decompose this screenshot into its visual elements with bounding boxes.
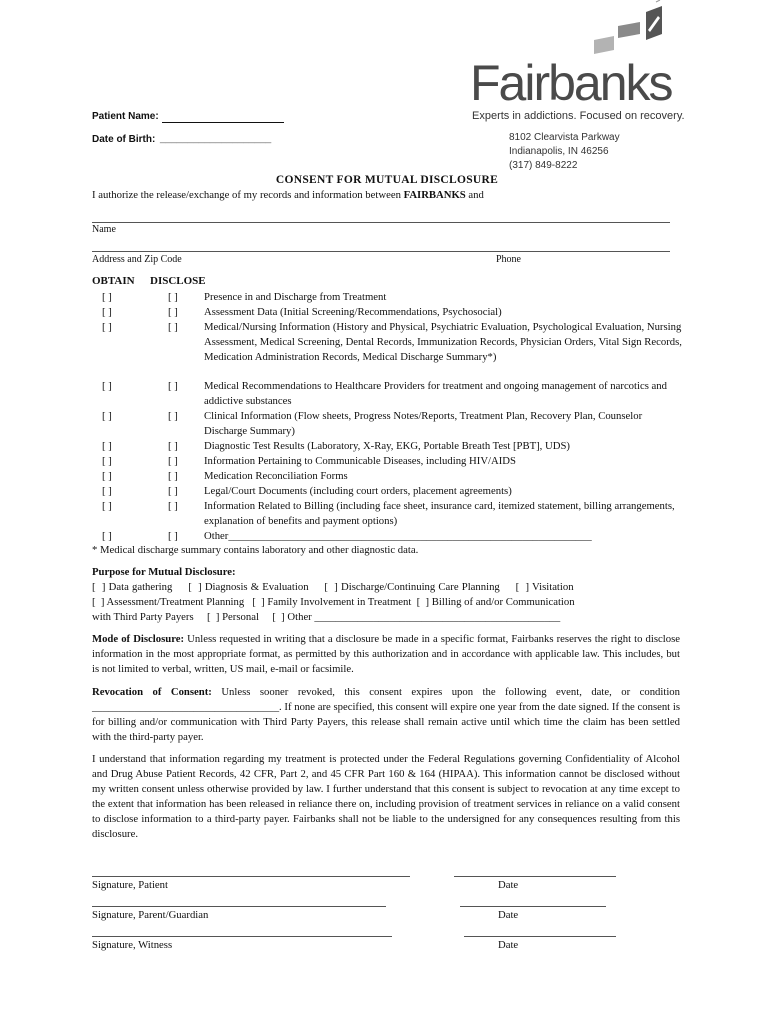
- revocation-text: Unless sooner revoked, this consent expires upon the following event, date, or condition ___________________________________. If none are specified, this consent will expire one year from the date signed. If the consent is for billing and/or communication with Third Party Payers, this release shall remain active until which time the claim has been settled with the third-party payer.: [92, 686, 680, 743]
- address-phone-field[interactable]: [92, 251, 670, 252]
- authorize-prefix: I authorize the release/exchange of my records and information between: [92, 189, 401, 201]
- obtain-checkbox[interactable]: [ ]: [102, 440, 112, 452]
- authorize-org: FAIRBANKS: [403, 189, 466, 201]
- signature-patient-label: Signature, Patient: [92, 879, 168, 891]
- column-obtain: OBTAIN: [92, 275, 135, 287]
- revocation-of-consent: [92, 685, 680, 745]
- address-line-1: 8102 Clearvista Parkway: [509, 132, 620, 143]
- signature-guardian-line[interactable]: [92, 906, 386, 907]
- obtain-checkbox[interactable]: [ ]: [102, 410, 112, 422]
- item-label: Presence in and Discharge from Treatment: [204, 291, 387, 303]
- obtain-checkbox[interactable]: [ ]: [102, 455, 112, 467]
- item-label: Information Related to Billing (including face sheet, insurance card, itemized statement, billing arrangements, explanation of benefits and payment options): [204, 500, 675, 527]
- item-label: Diagnostic Test Results (Laboratory, X-Ray, EKG, Portable Breath Test [PBT], UDS): [204, 440, 570, 452]
- date-witness-line[interactable]: [464, 936, 616, 937]
- signature-guardian-label: Signature, Parent/Guardian: [92, 909, 209, 921]
- obtain-checkbox[interactable]: [ ]: [102, 380, 112, 392]
- purpose-options-3[interactable]: with Third Party Payers [ ] Personal [ ] Other ______________________________________________: [92, 611, 561, 623]
- disclose-checkbox[interactable]: [ ]: [168, 291, 178, 303]
- obtain-checkbox[interactable]: [ ]: [102, 500, 112, 512]
- date-patient-line[interactable]: [454, 876, 616, 877]
- obtain-checkbox[interactable]: [ ]: [102, 291, 112, 303]
- disclose-checkbox[interactable]: [ ]: [168, 455, 178, 467]
- obtain-checkbox[interactable]: [ ]: [102, 306, 112, 318]
- fairbanks-logo-icon: [590, 0, 670, 62]
- date-guardian-label: Date: [498, 909, 519, 921]
- brand-tagline: Experts in addictions. Focused on recovery.: [472, 110, 685, 122]
- address-label: Address and Zip Code: [92, 254, 182, 265]
- phone-number: (317) 849-8222: [509, 160, 578, 171]
- authorization-line: [92, 188, 692, 203]
- disclose-checkbox[interactable]: [ ]: [168, 500, 178, 512]
- disclose-checkbox[interactable]: [ ]: [168, 306, 178, 318]
- revocation-label: Revocation of Consent:: [92, 686, 212, 698]
- item-label: Information Pertaining to Communicable Diseases, including HIV/AIDS: [204, 455, 516, 467]
- purpose-options-2[interactable]: [ ] Assessment/Treatment Planning [ ] Family Involvement in Treatment [ ] Billing of and/or Communication: [92, 596, 575, 608]
- mode-of-disclosure: [92, 632, 680, 677]
- disclose-checkbox[interactable]: [ ]: [168, 321, 178, 333]
- form-title: CONSENT FOR MUTUAL DISCLOSURE: [275, 174, 499, 186]
- address-line-2: Indianapolis, IN 46256: [509, 146, 609, 157]
- item-label: Medication Reconciliation Forms: [204, 470, 348, 482]
- column-disclose: DISCLOSE: [150, 275, 206, 287]
- item-label: Legal/Court Documents (including court orders, placement agreements): [204, 485, 512, 497]
- dob-label: Date of Birth:: [92, 134, 156, 145]
- disclose-checkbox[interactable]: [ ]: [168, 410, 178, 422]
- date-patient-label: Date: [498, 879, 519, 891]
- brand-name: Fairbanks: [470, 55, 672, 111]
- item-label-other[interactable]: Other____________________________________________________________________: [204, 530, 592, 542]
- disclose-checkbox[interactable]: [ ]: [168, 485, 178, 497]
- obtain-checkbox[interactable]: [ ]: [102, 470, 112, 482]
- disclose-checkbox[interactable]: [ ]: [168, 530, 178, 542]
- signature-witness-line[interactable]: [92, 936, 392, 937]
- patient-name-field[interactable]: [162, 122, 284, 123]
- obtain-checkbox[interactable]: [ ]: [102, 321, 112, 333]
- name-field[interactable]: [92, 222, 670, 223]
- patient-name-label: Patient Name:: [92, 111, 159, 122]
- date-guardian-line[interactable]: [460, 906, 606, 907]
- authorize-suffix: and: [468, 189, 484, 201]
- disclose-checkbox[interactable]: [ ]: [168, 470, 178, 482]
- mode-text: Unless requested in writing that a disclosure be made in a specific format, Fairbanks reserves the right to disclose information in the most appropriate format, as permitted by this authorization and in accordance with applicable law. This includes, but is not limited to verbal, written, US mail, e-mail or facsimile.: [92, 633, 680, 675]
- phone-label: Phone: [496, 254, 521, 265]
- mode-label: Mode of Disclosure:: [92, 633, 185, 645]
- obtain-checkbox[interactable]: [ ]: [102, 530, 112, 542]
- disclose-checkbox[interactable]: [ ]: [168, 440, 178, 452]
- obtain-checkbox[interactable]: [ ]: [102, 485, 112, 497]
- signature-patient-line[interactable]: [92, 876, 410, 877]
- purpose-options-1[interactable]: [ ] Data gathering [ ] Diagnosis & Evaluation [ ] Discharge/Continuing Care Planning [ ] Visitation: [92, 581, 574, 593]
- name-label: Name: [92, 224, 116, 235]
- item-label: Medical/Nursing Information (History and Physical, Psychiatric Evaluation, Psychological Evaluation, Nursing Assessment, Medical Screening, Dental Records, Immunization Records, Physician Orders, Vital Sign Records, Medication Administration Records, Medical Discharge Summary*): [204, 321, 682, 363]
- item-label: Assessment Data (Initial Screening/Recommendations, Psychosocial): [204, 306, 502, 318]
- date-witness-label: Date: [498, 939, 519, 951]
- footnote: * Medical discharge summary contains laboratory and other diagnostic data.: [92, 544, 419, 556]
- purpose-heading: Purpose for Mutual Disclosure:: [92, 566, 236, 578]
- confidentiality-statement: I understand that information regarding my treatment is protected under the Federal Regulations governing Confidentiality of Alcohol and Drug Abuse Patient Records, 42 CFR, Part 2, and 45 CFR Part 160 & 164 (HIPAA). This information cannot be disclosed without my written consent unless otherwise provided by law. I further understand that this consent is subject to revocation at any time except to the extent that information has been released in reliance there on, including provision of treatment services in reliance on a valid consent to disclose information to a third-party payer. Fairbanks shall not be liable to the undersigned for any consequences resulting from this disclosure.: [92, 753, 680, 840]
- item-label: Medical Recommendations to Healthcare Providers for treatment and ongoing management of narcotics and addictive substances: [204, 380, 667, 407]
- signature-witness-label: Signature, Witness: [92, 939, 173, 951]
- item-label: Clinical Information (Flow sheets, Progress Notes/Reports, Treatment Plan, Recovery Plan, Counselor Discharge Summary): [204, 410, 643, 437]
- disclose-checkbox[interactable]: [ ]: [168, 380, 178, 392]
- dob-field[interactable]: ____________________: [160, 133, 272, 144]
